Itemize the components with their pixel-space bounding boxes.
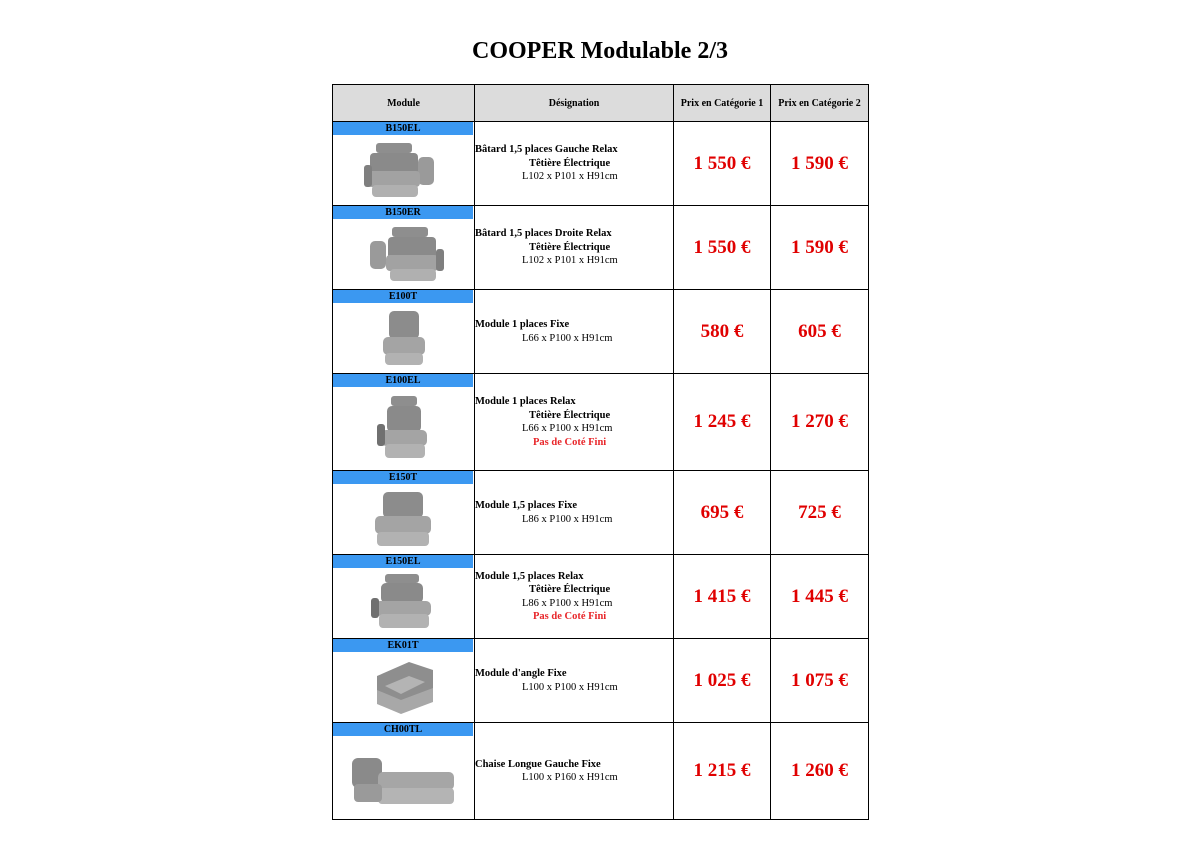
price-cat2: 605 € <box>771 290 869 374</box>
module-code: E100T <box>333 290 473 303</box>
price-cat2: 1 075 € <box>771 639 869 723</box>
designation-dimensions: L66 x P100 x H91cm <box>522 423 613 434</box>
table-row <box>333 206 869 290</box>
designation-cell <box>475 723 674 820</box>
corner-module-icon <box>333 652 474 722</box>
seat-module-relax-icon <box>333 387 474 470</box>
designation-dimensions: L86 x P100 x H91cm <box>522 513 613 525</box>
price-cat1: 1 215 € <box>674 723 771 820</box>
table-row <box>333 374 869 471</box>
designation-cell <box>475 555 674 639</box>
designation-dimensions: L102 x P101 x H91cm <box>522 171 618 183</box>
designation-dimensions: L86 x P100 x H91cm <box>522 597 613 609</box>
price-cat1: 580 € <box>674 290 771 374</box>
price-cat2: 725 € <box>771 471 869 555</box>
designation-dimensions: L66 x P100 x H91cm <box>522 332 613 344</box>
price-cat1: 1 415 € <box>674 555 771 639</box>
designation-cell <box>475 290 674 374</box>
designation-dimensions: L102 x P101 x H91cm <box>522 255 618 267</box>
module-code: B150ER <box>333 206 473 219</box>
designation-subtitle: Têtière Électrique <box>529 409 611 421</box>
price-cat2: 1 445 € <box>771 555 869 639</box>
designation-note: Pas de Coté Fini <box>533 436 607 448</box>
page-title: COOPER Modulable 2/3 <box>471 38 729 64</box>
table-header-row <box>333 85 869 122</box>
module-cell <box>333 471 475 555</box>
module-code: E150T <box>333 471 473 484</box>
module-cell <box>333 639 475 723</box>
designation-dimensions: L100 x P100 x H91cm <box>522 681 618 693</box>
table-row <box>333 555 869 639</box>
chaise-longue-left-icon <box>333 736 474 819</box>
designation-title: Module 1 places Relax <box>475 396 576 407</box>
designation-title: Bâtard 1,5 places Droite Relax <box>475 228 612 240</box>
price-cat1: 1 245 € <box>674 374 771 471</box>
module-cell <box>333 122 475 206</box>
designation-cell <box>475 639 674 723</box>
sofa-relax-left-icon <box>333 135 474 205</box>
price-cat1: 695 € <box>674 471 771 555</box>
designation-title: Module d'angle Fixe <box>475 668 567 679</box>
seat-module-wide-relax-icon <box>333 568 474 638</box>
price-cat2: 1 260 € <box>771 723 869 820</box>
price-cat2: 1 590 € <box>771 122 869 206</box>
designation-subtitle: Têtière Électrique <box>529 584 611 595</box>
module-cell <box>333 723 475 820</box>
sofa-relax-right-icon <box>333 219 474 289</box>
designation-note: Pas de Coté Fini <box>533 611 607 622</box>
price-cat1: 1 025 € <box>674 639 771 723</box>
table-row <box>333 290 869 374</box>
module-cell <box>333 374 475 471</box>
table-row <box>333 122 869 206</box>
seat-module-fixed-icon <box>333 303 474 373</box>
designation-cell <box>475 206 674 290</box>
table-row <box>333 471 869 555</box>
designation-title: Module 1 places Fixe <box>475 319 570 330</box>
price-cat2: 1 270 € <box>771 374 869 471</box>
module-cell <box>333 290 475 374</box>
designation-title: Bâtard 1,5 places Gauche Relax <box>475 144 618 156</box>
designation-title: Module 1,5 places Relax <box>475 570 584 582</box>
table-row <box>333 639 869 723</box>
seat-module-wide-fixed-icon <box>333 484 474 554</box>
header-module: Module <box>333 85 475 122</box>
header-price-cat1: Prix en Catégorie 1 <box>674 85 771 122</box>
module-code: EK01T <box>333 639 473 652</box>
designation-cell <box>475 471 674 555</box>
price-table <box>332 84 869 820</box>
designation-dimensions: L100 x P160 x H91cm <box>522 772 618 783</box>
module-cell <box>333 206 475 290</box>
header-price-cat2: Prix en Catégorie 2 <box>771 85 869 122</box>
module-code: E100EL <box>333 374 473 387</box>
designation-cell <box>475 122 674 206</box>
table-row <box>333 723 869 820</box>
price-cat1: 1 550 € <box>674 206 771 290</box>
module-code: E150EL <box>333 555 473 568</box>
designation-title: Chaise Longue Gauche Fixe <box>475 758 601 770</box>
designation-subtitle: Têtière Électrique <box>529 157 611 169</box>
designation-cell <box>475 374 674 471</box>
module-code: B150EL <box>333 122 473 135</box>
module-code: CH00TL <box>333 723 473 736</box>
designation-subtitle: Têtière Électrique <box>529 241 611 253</box>
header-designation: Désignation <box>475 85 674 122</box>
module-cell <box>333 555 475 639</box>
price-cat1: 1 550 € <box>674 122 771 206</box>
price-cat2: 1 590 € <box>771 206 869 290</box>
designation-title: Module 1,5 places Fixe <box>475 500 578 511</box>
